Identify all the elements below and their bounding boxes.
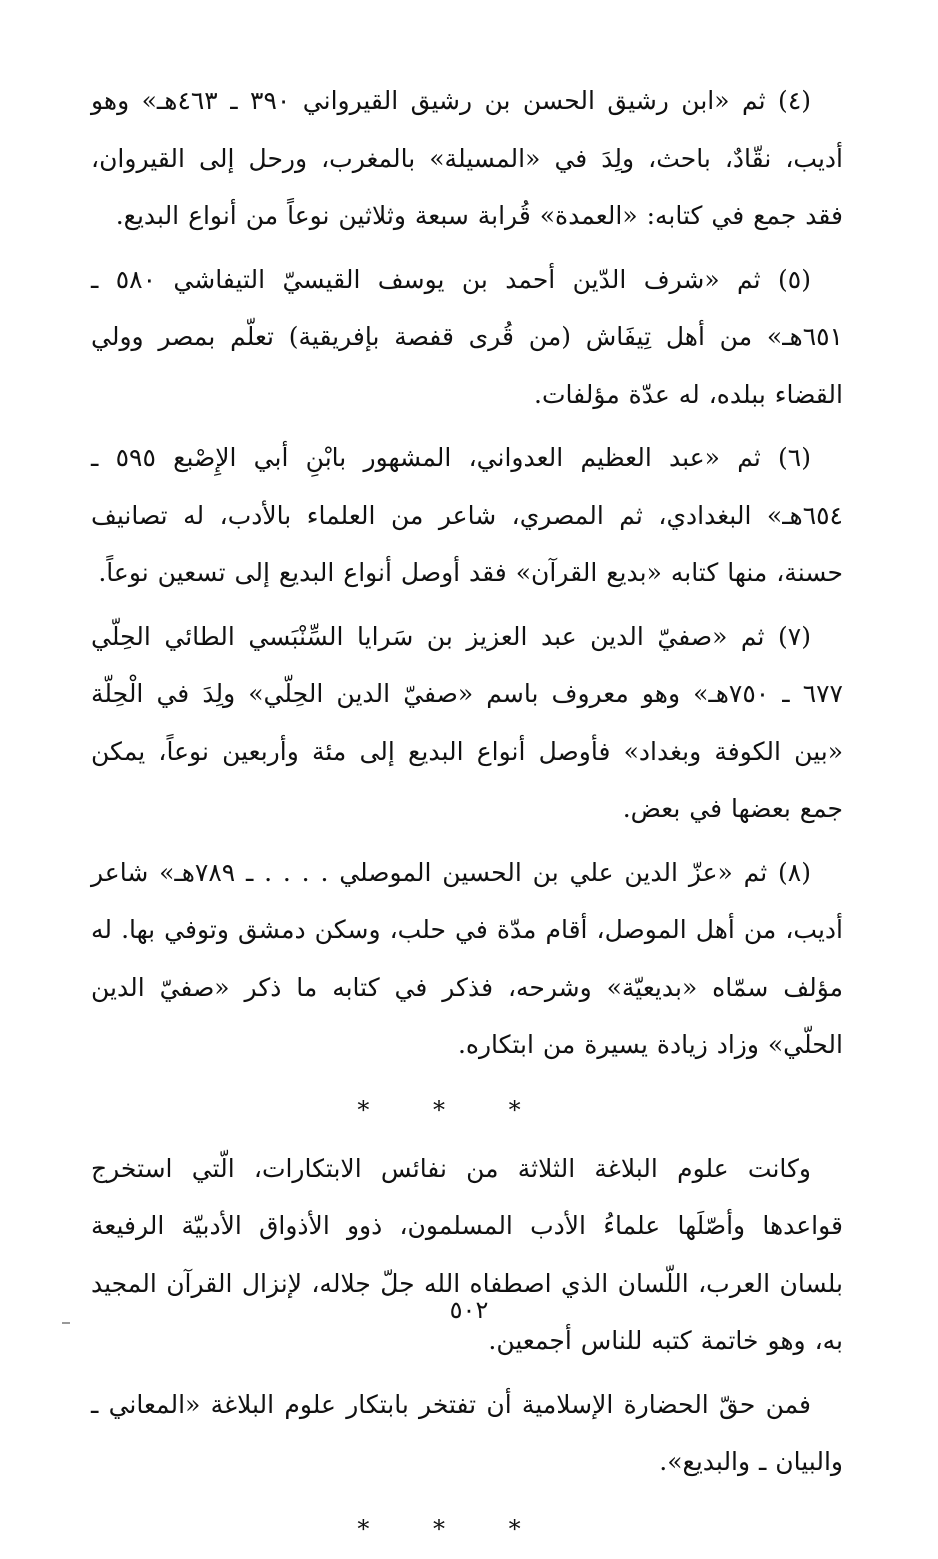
- page-body: [91, 72, 843, 1559]
- paragraph-safi-al-din-al-hilli: (٧) ثم «صفيّ الدين عبد العزيز بن سَرايا السِّنْبَسي الطائي الحِلّي ٦٧٧ ـ ٧٥٠هـ» وهو معروف باسم «صفيّ الدين الحِلّي» ولِدَ في الْحِلّة «بين الكوفة وبغداد» فأوصل أنواع البديع إلى مئة وأربعين نوعاً، يمكن جمع بعضها في بعض.: [91, 621, 843, 823]
- section-separator: * * *: [357, 1095, 549, 1124]
- page-number: ٥٠٢: [449, 1296, 489, 1324]
- paragraph-izz-al-din-al-mawsili: (٨) ثم «عزّ الدين علي بن الحسين الموصلي . . . . ـ ٧٨٩هـ» شاعر أديب، من أهل الموصل، أقام مدّة في حلب، وسكن دمشق وتوفي بها. له مؤلف سمّاه «بديعيّة» وشرحه، فذكر في كتابه ما ذكر «صفيّ الدين الحلّي» وزاد زيادة يسيرة من ابتكاره.: [91, 857, 843, 1059]
- paragraph-ibn-abi-al-isba: (٦) ثم «عبد العظيم العدواني، المشهور بابْنِ أبي الإِصْبع ٥٩٥ ـ ٦٥٤هـ» البغدادي، ثم المصري، شاعر من العلماء بالأدب، له تصانيف حسنة، منها كتابه «بديع القرآن» فقد أوصل أنواع البديع إلى تسعين نوعاً.: [91, 443, 843, 587]
- scan-mark: [62, 1322, 70, 1324]
- paragraph-islamic-civilization: فمن حقّ الحضارة الإسلامية أن تفتخر بابتكار علوم البلاغة «المعاني ـ والبيان ـ والبديع».: [91, 1389, 843, 1476]
- paragraph-ibn-rashiq: (٤) ثم «ابن رشيق الحسن بن رشيق القيرواني ٣٩٠ ـ ٤٦٣هـ» وهو أديب، نقّادٌ، باحث، ولِدَ في «المسيلة» بالمغرب، ورحل إلى القيروان، فقد جمع في كتابه: «العمدة» قُرابة سبعة وثلاثين نوعاً من أنواع البديع.: [91, 86, 843, 230]
- paragraph-balagha-sciences: وكانت علوم البلاغة الثلاثة من نفائس الابتكارات، الّتي استخرج قواعدها وأصّلَها علماءُ الأدب المسلمون، ذوو الأذواق الأدبيّة الرفيعة بلسان العرب، اللّسان الذي اصطفاه الله جلّ جلاله، لإنزال القرآن المجيد به، وهو خاتمة كتبه للناس أجمعين.: [91, 1153, 843, 1355]
- end-separator: * * *: [357, 1514, 549, 1543]
- paragraph-tifashi: (٥) ثم «شرف الدّين أحمد بن يوسف القيسيّ التيفاشي ٥٨٠ ـ ٦٥١هـ» من أهل تِيفَاش (من قُرى قفصة بإفريقية) تعلّم بمصر وولي القضاء ببلده، له عدّة مؤلفات.: [91, 264, 843, 409]
